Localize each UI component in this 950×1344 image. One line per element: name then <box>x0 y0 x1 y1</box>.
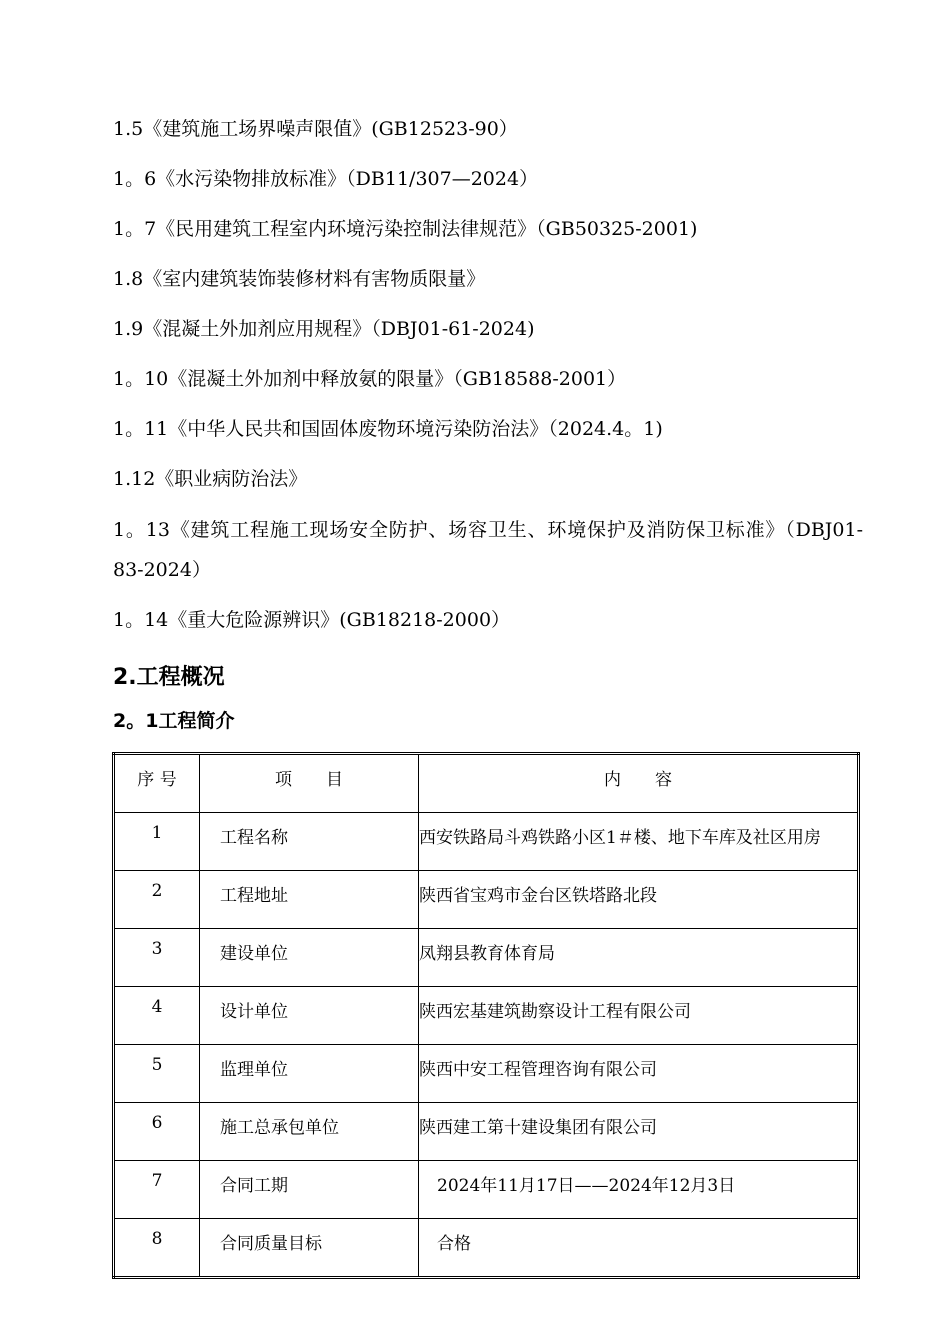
header-index: 序 号 <box>114 754 200 813</box>
table-row <box>114 1103 859 1161</box>
reference-item: 1。11《中华人民共和国固体废物环境污染防治法》（2024.4。1) <box>113 418 663 440</box>
reference-item: 1.12《职业病防治法》 <box>113 468 308 490</box>
reference-item: 1.9《混凝土外加剂应用规程》（DBJ01-61-2024) <box>113 318 535 340</box>
header-item: 项 目 <box>200 754 419 813</box>
row-content: 西安铁路局斗鸡铁路小区1＃楼、地下车库及社区用房 <box>419 813 859 871</box>
row-content: 陕西中安工程管理咨询有限公司 <box>419 1045 859 1103</box>
row-item: 合同质量目标 <box>200 1219 419 1278</box>
row-index: 5 <box>114 1045 200 1103</box>
row-content: 陕西建工第十建设集团有限公司 <box>419 1103 859 1161</box>
row-index: 6 <box>114 1103 200 1161</box>
row-index: 3 <box>114 929 200 987</box>
row-index: 2 <box>114 871 200 929</box>
table-row <box>114 929 859 987</box>
subsection-title: 2。1工程简介 <box>113 710 235 732</box>
row-index: 8 <box>114 1219 200 1278</box>
table-row <box>114 1045 859 1103</box>
table-header-row <box>114 754 859 813</box>
row-item: 施工总承包单位 <box>200 1103 419 1161</box>
reference-item: 1。7《民用建筑工程室内环境污染控制法律规范》（GB50325-2001) <box>113 218 698 240</box>
row-item: 建设单位 <box>200 929 419 987</box>
reference-item: 1。14《重大危险源辨识》(GB18218-2000） <box>113 609 511 631</box>
table-row <box>114 1161 859 1219</box>
project-info-table <box>112 752 860 1279</box>
row-content: 凤翔县教育体育局 <box>419 929 859 987</box>
header-content: 内 容 <box>419 754 859 813</box>
table-row <box>114 813 859 871</box>
reference-item: 1.8《室内建筑装饰装修材料有害物质限量》 <box>113 268 486 290</box>
reference-item: 1.5《建筑施工场界噪声限值》(GB12523-90） <box>113 118 518 140</box>
row-item: 工程地址 <box>200 871 419 929</box>
section-title: 2.工程概况 <box>113 665 225 690</box>
table-row <box>114 871 859 929</box>
row-item: 工程名称 <box>200 813 419 871</box>
row-index: 4 <box>114 987 200 1045</box>
reference-item: 1。10《混凝土外加剂中释放氨的限量》（GB18588-2001） <box>113 368 627 390</box>
reference-item: 1。13《建筑工程施工现场安全防护、场容卫生、环境保护及消防保卫标准》（DBJ01-83-2024） <box>113 519 863 581</box>
row-index: 1 <box>114 813 200 871</box>
reference-item: 1。6《水污染物排放标准》（DB11/307—2024） <box>113 168 539 190</box>
row-item: 设计单位 <box>200 987 419 1045</box>
row-index: 7 <box>114 1161 200 1219</box>
row-content: 陕西宏基建筑勘察设计工程有限公司 <box>419 987 859 1045</box>
row-item: 合同工期 <box>200 1161 419 1219</box>
row-content: 合格 <box>419 1219 859 1278</box>
table-row <box>114 987 859 1045</box>
row-item: 监理单位 <box>200 1045 419 1103</box>
row-content: 2024年11月17日——2024年12月3日 <box>419 1161 859 1219</box>
row-content: 陕西省宝鸡市金台区铁塔路北段 <box>419 871 859 929</box>
table-row <box>114 1219 859 1278</box>
